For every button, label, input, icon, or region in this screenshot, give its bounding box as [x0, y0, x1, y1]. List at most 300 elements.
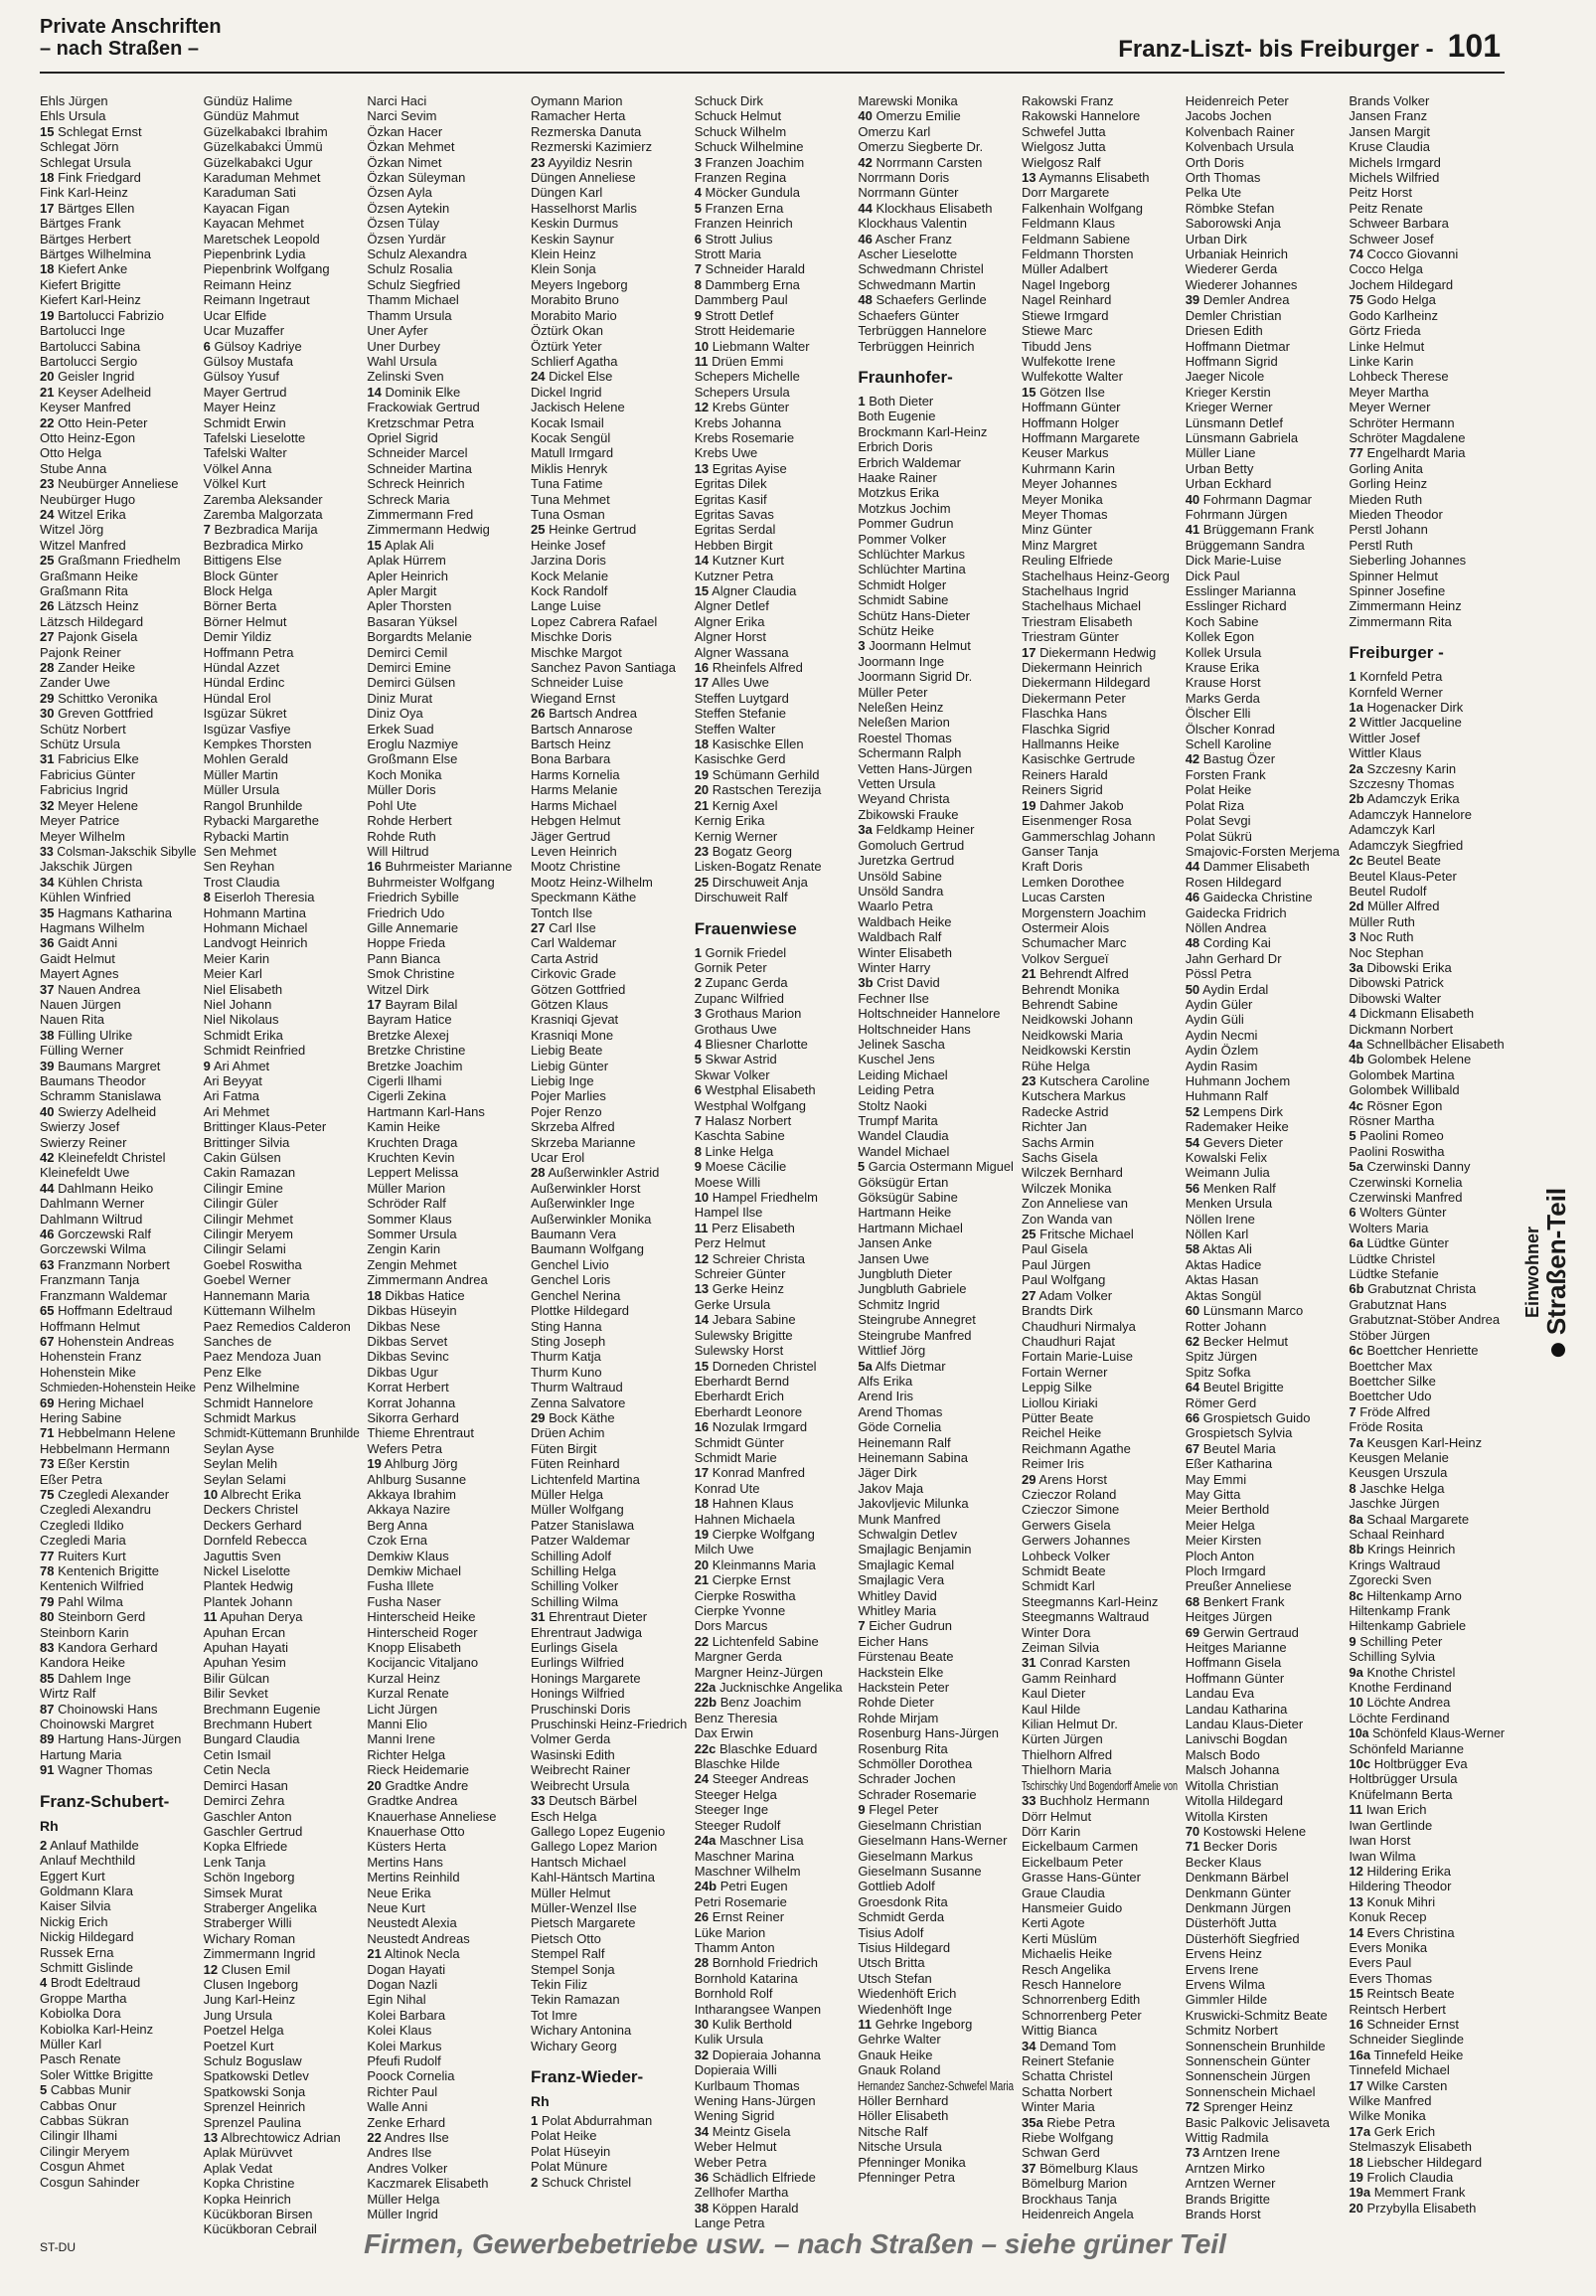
resident-entry	[1349, 853, 1505, 868]
resident-entry	[1186, 1609, 1342, 1624]
resident-entry	[1349, 822, 1505, 837]
resident-entry	[531, 737, 687, 751]
resident-name: Czok Erna	[367, 1533, 428, 1549]
resident-name: Kolei Markus	[367, 2038, 442, 2053]
resident-entry	[40, 369, 196, 384]
resident-name: Behrendt Alfred	[1039, 966, 1129, 982]
resident-name: Kamin Heike	[367, 1119, 441, 1135]
resident-name: Aplak Vedat	[203, 2160, 273, 2176]
resident-entry	[367, 2115, 523, 2130]
resident-name: Hartmann Karl-Hans	[367, 1103, 485, 1119]
resident-name: Dirschuweit Ralf	[694, 890, 788, 905]
resident-entry	[858, 592, 1014, 607]
house-number: 25	[1022, 1227, 1037, 1242]
resident-name: Steffen Luytgard	[694, 690, 789, 706]
resident-name: Carl Waldemar	[531, 935, 617, 951]
resident-entry	[1349, 1818, 1505, 1833]
resident-name: Wolters Maria	[1349, 1220, 1429, 1235]
resident-entry	[204, 1288, 360, 1303]
house-number: 24	[40, 506, 55, 522]
resident-entry	[1022, 905, 1178, 920]
resident-entry	[367, 216, 523, 231]
resident-entry	[1349, 960, 1505, 975]
house-number: 21	[694, 1572, 710, 1588]
resident-name: Boettcher Max	[1349, 1358, 1433, 1374]
resident-name: Lüdtke Stefanie	[1349, 1266, 1439, 1282]
resident-entry	[1186, 1762, 1342, 1777]
resident-name: Cocco Giovanni	[1366, 246, 1459, 262]
house-number: 27	[40, 629, 55, 645]
resident-name: Sonnenschein Günter	[1185, 2053, 1311, 2068]
resident-entry	[858, 791, 1014, 806]
resident-name: Schlierf Agatha	[531, 353, 618, 369]
resident-name: Tinnefeld Michael	[1349, 2062, 1450, 2078]
resident-entry	[858, 1940, 1014, 1955]
resident-name: Smajlagic Kemal	[858, 1557, 955, 1572]
resident-entry	[531, 1104, 687, 1119]
resident-entry	[40, 292, 196, 307]
resident-entry	[204, 1870, 360, 1885]
house-number: 16a	[1349, 2047, 1371, 2062]
resident-name: Basic Palkovic Jelisaveta	[1185, 2114, 1330, 2130]
resident-name: Wittler Klaus	[1349, 745, 1422, 761]
resident-entry	[1186, 354, 1342, 369]
resident-name: Schütz Hans-Dieter	[858, 607, 971, 623]
house-number: 1a	[1349, 700, 1363, 716]
resident-entry	[531, 1931, 687, 1946]
resident-name: Wichary Roman	[203, 1930, 296, 1946]
resident-entry	[1349, 354, 1505, 369]
resident-name: Demler Andrea	[1202, 292, 1290, 308]
resident-entry	[1186, 1563, 1342, 1578]
resident-entry	[531, 951, 687, 966]
resident-entry	[695, 569, 851, 583]
resident-entry	[531, 2008, 687, 2023]
resident-name: Hoffmann Sigrid	[1185, 353, 1278, 369]
resident-name: Ucar Elfide	[203, 307, 267, 323]
resident-name: Kühlen Winfried	[40, 890, 131, 905]
resident-name: Wagner Thomas	[58, 1762, 153, 1778]
resident-entry	[1186, 93, 1342, 108]
resident-name: Both Eugenie	[858, 409, 936, 424]
resident-entry	[1022, 246, 1178, 261]
house-number: 22	[694, 1633, 710, 1649]
resident-entry	[1349, 1205, 1505, 1220]
resident-entry	[1022, 1365, 1178, 1380]
resident-name: Eßer Kerstin	[58, 1456, 130, 1472]
resident-entry	[204, 890, 360, 904]
resident-entry	[1186, 660, 1342, 675]
resident-name: Steffen Walter	[694, 721, 776, 737]
resident-entry	[531, 629, 687, 644]
resident-entry	[204, 829, 360, 844]
resident-entry	[367, 1441, 523, 1456]
resident-name: Schulz Boguslaw	[203, 2053, 302, 2068]
resident-name: Jaschke Jürgen	[1349, 1496, 1440, 1512]
resident-name: Bömelburg Marion	[1022, 2176, 1128, 2192]
resident-name: Wefers Petra	[367, 1440, 442, 1456]
resident-name: Baumans Margret	[58, 1058, 161, 1073]
resident-entry	[40, 691, 196, 706]
resident-name: Dammer Elisabeth	[1202, 859, 1310, 875]
resident-entry	[204, 966, 360, 981]
resident-name: Müller Peter	[858, 684, 928, 700]
house-number: 23	[1022, 1073, 1037, 1088]
resident-entry	[40, 1671, 196, 1686]
resident-name: Oymann Marion	[531, 93, 623, 108]
resident-name: Rohde Mirjam	[858, 1710, 939, 1725]
resident-name: Witzel Jörg	[40, 522, 104, 538]
resident-name: Güzelkabakci Ugur	[203, 154, 313, 170]
resident-entry	[204, 2115, 360, 2130]
resident-name: Kahl-Häntsch Martina	[531, 1870, 656, 1886]
resident-entry	[858, 1711, 1014, 1725]
resident-entry	[695, 522, 851, 537]
resident-name: Schmitz Norbert	[1185, 2023, 1278, 2039]
resident-entry	[1186, 339, 1342, 354]
resident-entry	[204, 124, 360, 139]
resident-name: Fülling Ulrike	[58, 1027, 133, 1043]
resident-name: Falkenhain Wolfgang	[1022, 200, 1143, 216]
house-number: 14	[1349, 1924, 1363, 1940]
resident-entry	[367, 737, 523, 751]
resident-entry	[695, 1067, 851, 1082]
resident-entry	[531, 1303, 687, 1318]
resident-name: Maretschek Leopold	[203, 231, 320, 246]
resident-name: Noc Ruth	[1359, 929, 1414, 945]
resident-entry	[1022, 1380, 1178, 1394]
resident-name: Hündal Azzet	[203, 660, 280, 676]
resident-name: Benkert Frank	[1202, 1593, 1285, 1609]
resident-entry	[1022, 430, 1178, 445]
resident-entry	[204, 2130, 360, 2145]
resident-entry	[1022, 1824, 1178, 1839]
resident-entry	[695, 232, 851, 246]
resident-name: Zupanc Gerda	[705, 975, 788, 991]
resident-name: Evers Monika	[1349, 1939, 1428, 1955]
resident-entry	[204, 1334, 360, 1349]
resident-name: Bretzke Joachim	[367, 1058, 463, 1073]
resident-entry	[1186, 875, 1342, 890]
resident-entry	[858, 1512, 1014, 1527]
resident-name: Ayyildiz Nesrin	[548, 154, 633, 170]
resident-entry	[695, 430, 851, 445]
resident-name: Jakovljevic Milunka	[858, 1496, 969, 1512]
resident-entry	[204, 935, 360, 950]
resident-name: Akkaya Nazire	[367, 1502, 451, 1518]
resident-entry	[858, 807, 1014, 822]
resident-entry	[531, 920, 687, 935]
resident-list	[1022, 93, 1178, 2221]
resident-entry	[204, 751, 360, 766]
resident-name: Anlauf Mechthild	[40, 1853, 136, 1869]
resident-name: Zander Heike	[58, 660, 136, 676]
resident-entry	[858, 731, 1014, 745]
house-number: 2a	[1349, 760, 1363, 776]
resident-entry	[204, 476, 360, 491]
resident-entry	[204, 1609, 360, 1624]
resident-entry	[1186, 1104, 1342, 1119]
resident-name: Römer Gerd	[1185, 1394, 1257, 1410]
resident-entry	[695, 1665, 851, 1680]
resident-entry	[40, 1196, 196, 1211]
resident-entry	[204, 1272, 360, 1287]
resident-name: Liebig Günter	[531, 1058, 609, 1073]
resident-entry	[204, 1135, 360, 1150]
resident-entry	[40, 2113, 196, 2128]
resident-entry	[695, 1909, 851, 1924]
house-number: 44	[40, 1180, 55, 1196]
resident-name: Norrmann Carsten	[876, 154, 983, 170]
resident-entry	[858, 1588, 1014, 1603]
resident-name: Jucknischke Angelika	[719, 1680, 843, 1696]
side-tab	[1516, 1143, 1576, 1401]
resident-name: Kolvenbach Rainer	[1185, 123, 1295, 139]
resident-name: Sulewsky Brigitte	[694, 1327, 793, 1343]
resident-name: Grothaus Uwe	[694, 1021, 777, 1037]
resident-entry	[367, 1410, 523, 1425]
house-number: 10	[203, 1486, 219, 1502]
resident-name: Pohl Ute	[367, 797, 417, 813]
resident-name: Dikbas Hüseyin	[367, 1303, 457, 1319]
resident-entry	[1022, 261, 1178, 276]
resident-entry	[1186, 1303, 1342, 1318]
resident-entry	[1186, 1549, 1342, 1563]
resident-name: Baumann Vera	[531, 1227, 617, 1242]
resident-entry	[40, 2022, 196, 2037]
resident-name: Ari Mehmet	[203, 1103, 270, 1119]
resident-entry	[204, 1900, 360, 1915]
resident-entry	[1349, 1986, 1505, 2001]
resident-entry	[367, 2039, 523, 2053]
resident-name: Miklis Henryk	[531, 460, 608, 476]
resident-entry	[1022, 1870, 1178, 1885]
resident-name: Maschner Lisa	[719, 1833, 804, 1849]
resident-entry	[204, 1578, 360, 1593]
resident-name: Cilingir Ilhami	[40, 2128, 118, 2144]
resident-name: Saborowski Anja	[1185, 216, 1281, 232]
resident-entry	[531, 2144, 687, 2159]
resident-name: Schmidt Günter	[694, 1434, 785, 1450]
resident-name: Ervens Heinz	[1185, 1946, 1263, 1962]
resident-entry	[204, 675, 360, 690]
resident-name: Krebs Günter	[712, 400, 790, 415]
resident-name: Bogatz Georg	[712, 843, 792, 859]
resident-entry	[1186, 1241, 1342, 1256]
resident-entry	[1022, 1686, 1178, 1701]
resident-name: Schwedmann Martin	[858, 276, 976, 292]
resident-entry	[531, 1900, 687, 1915]
resident-entry	[858, 1098, 1014, 1113]
resident-name: Jarzina Doris	[531, 553, 606, 569]
resident-entry	[367, 1839, 523, 1854]
resident-entry	[1186, 966, 1342, 981]
resident-entry	[1349, 1588, 1505, 1603]
resident-entry	[695, 400, 851, 414]
resident-name: Strott Maria	[694, 246, 761, 262]
directory-column	[1349, 93, 1505, 2220]
resident-name: Kayacan Mehmet	[203, 216, 304, 232]
resident-entry	[858, 654, 1014, 669]
resident-entry	[367, 706, 523, 721]
resident-entry	[531, 691, 687, 706]
resident-entry	[367, 538, 523, 553]
resident-entry	[1349, 1235, 1505, 1250]
house-number: 75	[40, 1486, 55, 1502]
resident-entry	[1186, 1288, 1342, 1303]
house-number: 1	[531, 2113, 539, 2128]
resident-name: Schlüchter Markus	[858, 546, 966, 562]
resident-name: Wilke Carsten	[1366, 2077, 1448, 2093]
resident-entry	[367, 1962, 523, 1977]
house-number: 19	[1022, 797, 1037, 813]
resident-entry	[695, 108, 851, 123]
resident-name: Hantsch Michael	[531, 1854, 627, 1870]
resident-entry	[1349, 522, 1505, 537]
resident-entry	[1349, 232, 1505, 246]
resident-entry	[1022, 155, 1178, 170]
resident-entry	[858, 1787, 1014, 1802]
resident-name: Aydin Güler	[1185, 996, 1253, 1012]
house-number: 15	[1349, 1986, 1363, 2002]
resident-entry	[367, 1578, 523, 1593]
resident-name: Drüen Achim	[531, 1425, 605, 1441]
resident-name: Choinowski Margret	[40, 1717, 154, 1732]
resident-entry	[531, 461, 687, 476]
resident-name: Rademaker Heike	[1185, 1119, 1289, 1135]
house-number: 37	[1022, 2160, 1037, 2176]
resident-entry	[1022, 139, 1178, 154]
resident-entry	[1186, 1655, 1342, 1670]
house-number: 1	[858, 393, 866, 409]
resident-name: Vetten Hans-Jürgen	[858, 760, 973, 776]
resident-name: Brittinger Silvia	[203, 1134, 290, 1150]
resident-entry	[367, 308, 523, 323]
house-number: 12	[694, 400, 710, 415]
resident-entry	[1349, 1389, 1505, 1403]
resident-entry	[204, 645, 360, 660]
resident-entry	[695, 1481, 851, 1496]
resident-name: Gaidecka Fridrich	[1185, 904, 1287, 920]
resident-entry	[204, 1410, 360, 1425]
resident-name: Algner Horst	[694, 629, 766, 645]
resident-name: Gille Annemarie	[367, 919, 459, 935]
resident-entry	[1349, 1634, 1505, 1649]
resident-name: Neue Erika	[367, 1885, 431, 1900]
resident-name: Özsen Tülay	[367, 216, 440, 232]
house-number: 10c	[1349, 1756, 1371, 1772]
resident-name: Schnorrenberg Peter	[1022, 2007, 1142, 2023]
resident-entry	[40, 1088, 196, 1103]
resident-name: Patzer Waldemar	[531, 1533, 630, 1549]
resident-name: Wening Hans-Jürgen	[694, 2093, 816, 2108]
resident-entry	[858, 1221, 1014, 1235]
resident-entry	[40, 1410, 196, 1425]
house-number: 71	[1185, 1839, 1200, 1855]
resident-name: Manni Irene	[367, 1731, 435, 1747]
resident-entry	[367, 400, 523, 414]
resident-entry	[1186, 1395, 1342, 1410]
resident-name: May Emmi	[1185, 1471, 1247, 1487]
resident-name: Berg Anna	[367, 1517, 428, 1533]
resident-list	[40, 93, 196, 1778]
resident-entry	[204, 292, 360, 307]
directory-column	[694, 93, 851, 2231]
resident-name: Stachelhaus Ingrid	[1022, 583, 1129, 598]
resident-entry	[1022, 124, 1178, 139]
resident-name: Boettcher Henriette	[1366, 1343, 1479, 1359]
resident-entry	[1022, 369, 1178, 384]
resident-name: Flaschka Sigrid	[1022, 721, 1110, 737]
house-number: 24	[694, 1771, 710, 1787]
resident-entry	[858, 1037, 1014, 1052]
resident-name: Deckers Gerhard	[203, 1517, 302, 1533]
resident-name: Richter Jan	[1022, 1119, 1087, 1135]
house-number: 74	[1349, 246, 1363, 262]
resident-entry	[1349, 1894, 1505, 1909]
resident-name: Neubürger Hugo	[40, 491, 136, 507]
resident-entry	[1022, 1655, 1178, 1670]
resident-name: Neustedt Andreas	[367, 1930, 470, 1946]
resident-entry	[204, 997, 360, 1012]
resident-name: Schilling Helga	[531, 1563, 617, 1578]
resident-name: Gerke Ursula	[694, 1296, 771, 1312]
house-number: 38	[694, 2200, 710, 2215]
resident-entry	[40, 445, 196, 460]
house-number: 72	[1185, 2099, 1200, 2115]
resident-name: Koch Sabine	[1185, 613, 1259, 629]
resident-entry	[695, 216, 851, 231]
resident-name: Wening Sigrid	[694, 2108, 775, 2124]
resident-name: Graßmann Heike	[40, 568, 138, 583]
resident-entry	[531, 1609, 687, 1624]
resident-entry	[531, 1594, 687, 1609]
resident-entry	[858, 1374, 1014, 1389]
resident-name: Koch Monika	[367, 766, 442, 782]
house-number: 6	[203, 338, 211, 354]
resident-entry	[1349, 1037, 1505, 1052]
directory-column	[858, 93, 1014, 2220]
resident-entry	[367, 2068, 523, 2083]
resident-entry	[40, 1731, 196, 1746]
resident-entry	[531, 185, 687, 200]
resident-name: Gülsoy Mustafa	[203, 353, 293, 369]
resident-entry	[1022, 2099, 1178, 2114]
resident-entry	[1022, 1441, 1178, 1456]
resident-entry	[1349, 2155, 1505, 2170]
resident-name: Czegledi Maria	[40, 1533, 126, 1549]
resident-entry	[1186, 1809, 1342, 1824]
resident-name: Brittinger Klaus-Peter	[203, 1119, 327, 1135]
resident-name: Cierpke Ernst	[712, 1572, 791, 1588]
resident-entry	[858, 1665, 1014, 1680]
resident-name: Zimmermann Andrea	[367, 1272, 488, 1288]
resident-entry	[531, 706, 687, 721]
resident-name: Schlegat Ursula	[40, 154, 131, 170]
house-number: 91	[40, 1762, 55, 1778]
resident-entry	[1022, 829, 1178, 844]
resident-entry	[204, 1747, 360, 1762]
resident-name: Hackstein Peter	[858, 1680, 950, 1696]
resident-entry	[1022, 844, 1178, 859]
resident-entry	[1349, 1281, 1505, 1296]
house-number: 26	[40, 598, 55, 614]
resident-name: Nagel Ingeborg	[1022, 276, 1110, 292]
resident-name: Driesen Edith	[1185, 323, 1263, 339]
resident-entry	[695, 155, 851, 170]
resident-name: Löchte Ferdinand	[1349, 1710, 1450, 1725]
resident-name: Brandts Dirk	[1022, 1303, 1093, 1319]
